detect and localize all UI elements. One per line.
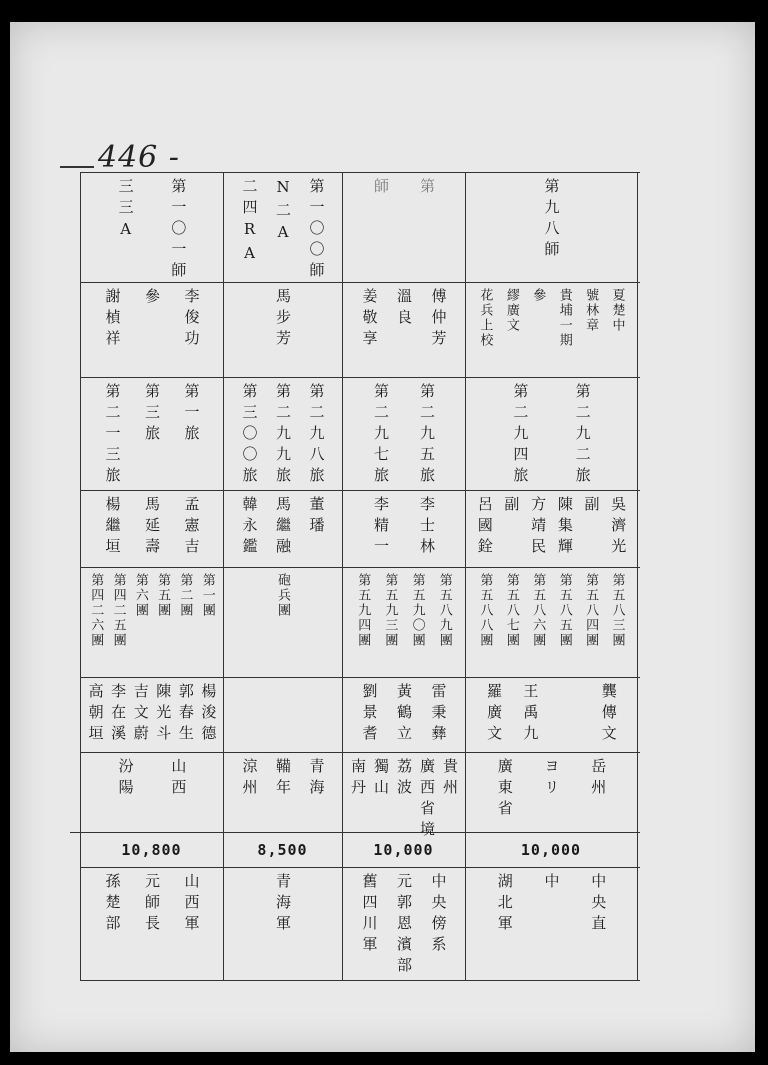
cell-text: 青海 [307, 758, 326, 800]
cell-text: 山西軍 [182, 873, 201, 936]
cell-text: 第五團 [155, 573, 171, 618]
cell-text: 三三A [116, 178, 135, 244]
cell-text: 貴州 [441, 758, 459, 800]
d100-location-cell [223, 752, 342, 832]
cell-text: 董璠 [307, 496, 326, 538]
cell-text: 馬延壽 [143, 496, 161, 559]
cell-text: 獨山 [372, 758, 390, 800]
cell-text: 第三旅 [143, 383, 161, 446]
cell-text: 李俊功 [182, 288, 201, 351]
d101-affiliation-cell [80, 867, 223, 980]
d101-regiments-cell [80, 567, 223, 677]
d98-commanders-cell [465, 282, 637, 377]
cell-text: 孟憲吉 [182, 496, 201, 559]
cell-text: 夏楚中 [609, 288, 625, 333]
cell-text: 馬繼融 [274, 496, 292, 559]
cell-text: 第二一三旅 [103, 383, 122, 488]
document-page [10, 22, 755, 1052]
d98-brigade-cmdrs-cell [465, 490, 637, 567]
cell-text: 李在溪 [109, 683, 128, 746]
d101-division-cell [80, 172, 223, 282]
cell-text: 第一〇〇師 [307, 178, 326, 283]
cell-text: 方靖民 [529, 496, 548, 559]
cell-text: 貴埔一期 [556, 288, 572, 348]
cell-text: 岳州 [589, 758, 608, 800]
cell-text: 青海軍 [274, 873, 292, 936]
cell-text: 第五九四團 [355, 573, 371, 648]
cell-text: 高朝垣 [86, 683, 105, 746]
cell-text: 舊四川軍 [360, 873, 379, 957]
cell-text: 吉文蔚 [131, 683, 150, 746]
cell-text: 郭春生 [176, 683, 195, 746]
cell-text: 二四RA [240, 178, 259, 268]
cell-text: 荔波 [395, 758, 413, 800]
d98-division-cell [465, 172, 637, 282]
cell-text: 雷秉彝 [429, 683, 448, 746]
dx-division-cell [342, 172, 465, 282]
cell-text: 山西 [169, 758, 188, 800]
cell-text: 第 [418, 178, 436, 199]
cell-text: 羅廣文 [485, 683, 504, 746]
cell-text: 第二九五旅 [418, 383, 436, 488]
cell-text: 呂國銓 [475, 496, 494, 559]
cell-text: 繆廣文 [503, 288, 519, 333]
cell-text: 第五九三團 [382, 573, 398, 648]
cell-text: 第五九〇團 [409, 573, 425, 648]
cell-text: N二A [274, 178, 292, 247]
dx-location-cell [342, 752, 465, 842]
dx-affiliation-cell [342, 867, 465, 980]
cell-text: 元師長 [143, 873, 161, 936]
cell-text: 王禹九 [521, 683, 540, 746]
cell-text: 第二九二旅 [573, 383, 592, 488]
d98-affiliation-cell [465, 867, 637, 980]
d100-division-cell [223, 172, 342, 282]
d101-location-cell [80, 752, 223, 832]
d100-regiments-cell [223, 567, 342, 677]
cell-text: ヨリ [542, 758, 561, 800]
cell-text: 溫良 [395, 288, 413, 330]
cell-text: 第三〇〇旅 [240, 383, 259, 488]
cell-text: 汾陽 [116, 758, 135, 800]
dx-brigade-cmdrs-cell [342, 490, 465, 567]
cell-text: 第二九九旅 [274, 383, 292, 488]
cell-text: 第五八七團 [503, 573, 519, 648]
cell-text: 姜敬享 [360, 288, 379, 351]
d101-brigades-cell [80, 377, 223, 490]
cell-text: 第五八八團 [477, 573, 493, 648]
dx-strength: 10,000 [373, 840, 434, 859]
cell-text: 第五八三團 [609, 573, 625, 648]
cell-text: 楊浚德 [199, 683, 218, 746]
cell-text: 黃鶴立 [395, 683, 413, 746]
d101-commanders-cell [80, 282, 223, 377]
d100-brigade-cmdrs-cell [223, 490, 342, 567]
d100-affiliation-cell [223, 867, 342, 980]
d100-regiment-cmdrs-cell [223, 677, 342, 752]
cell-text: 第一〇一師 [169, 178, 188, 283]
cell-text: 馬步芳 [274, 288, 292, 351]
cell-text: 第四二六團 [88, 573, 104, 648]
cell-text: 中央傍系 [429, 873, 448, 957]
cell-text: 廣西省境 [418, 758, 436, 842]
cell-text: 李士林 [418, 496, 436, 559]
cell-text: 鞴年 [274, 758, 292, 800]
cell-text: 號林章 [583, 288, 599, 333]
cell-text: 孫楚部 [103, 873, 122, 936]
cell-text: 第五八五團 [556, 573, 572, 648]
cell-text: 砲兵團 [275, 573, 290, 618]
d101-regiment-cmdrs-cell [80, 677, 223, 752]
cell-text: 陳集輝 [555, 496, 574, 559]
cell-text: 韓永鑑 [240, 496, 259, 559]
cell-text: 涼州 [240, 758, 259, 800]
cell-text: 第二九四旅 [511, 383, 530, 488]
dx-commanders-cell [342, 282, 465, 377]
cell-text: 李精一 [372, 496, 390, 559]
d100-brigades-cell [223, 377, 342, 490]
cell-text: 花兵上校 [477, 288, 493, 348]
cell-text: 第四二五團 [110, 573, 126, 648]
cell-text: 中 [542, 873, 561, 894]
cell-text: 第九八師 [542, 178, 561, 262]
cell-text: 第一團 [199, 573, 215, 618]
cell-text: 龔傳文 [599, 683, 618, 746]
cell-text: 第五八六團 [530, 573, 546, 648]
cell-text: 元郭恩濱部 [395, 873, 413, 978]
d98-brigades-cell [465, 377, 637, 490]
cell-text: 參 [530, 288, 546, 303]
cell-text: 吳濟光 [609, 496, 628, 559]
cell-text: 第五八九團 [436, 573, 452, 648]
d98-strength: 10,000 [520, 840, 582, 859]
d98-regiment-cmdrs-cell [465, 677, 637, 752]
cell-text: 副 [502, 496, 521, 517]
dx-regiment-cmdrs-cell [342, 677, 465, 752]
cell-text: 謝楨祥 [103, 288, 122, 351]
cell-text: 副 [582, 496, 601, 517]
cell-text: 第一旅 [182, 383, 201, 446]
cell-text: 陳光斗 [154, 683, 173, 746]
d98-regiments-cell [465, 567, 637, 677]
d101-strength: 10,800 [121, 840, 182, 859]
cell-text: 中央直 [589, 873, 608, 936]
page-number: 446 - [98, 140, 180, 175]
cell-text: 師 [372, 178, 390, 199]
cell-text: 第二九七旅 [372, 383, 390, 488]
cell-text: 楊繼垣 [103, 496, 122, 559]
d101-brigade-cmdrs-cell [80, 490, 223, 567]
cell-text: 第六團 [132, 573, 148, 618]
dx-regiments-cell [342, 567, 465, 677]
d100-commanders-cell [223, 282, 342, 377]
cell-text: 劉景耆 [360, 683, 379, 746]
d98-location-cell [465, 752, 637, 832]
cell-text: 第五八四團 [583, 573, 599, 648]
cell-text: 湖北軍 [495, 873, 514, 936]
cell-text: 廣東省 [495, 758, 514, 821]
cell-text: 第二團 [177, 573, 193, 618]
cell-text: 傅仲芳 [429, 288, 448, 351]
cell-text: 南丹 [349, 758, 367, 800]
cell-text: 第二九八旅 [307, 383, 326, 488]
dx-brigades-cell [342, 377, 465, 490]
d100-strength: 8,500 [257, 840, 308, 859]
cell-text: 參 [143, 288, 161, 309]
